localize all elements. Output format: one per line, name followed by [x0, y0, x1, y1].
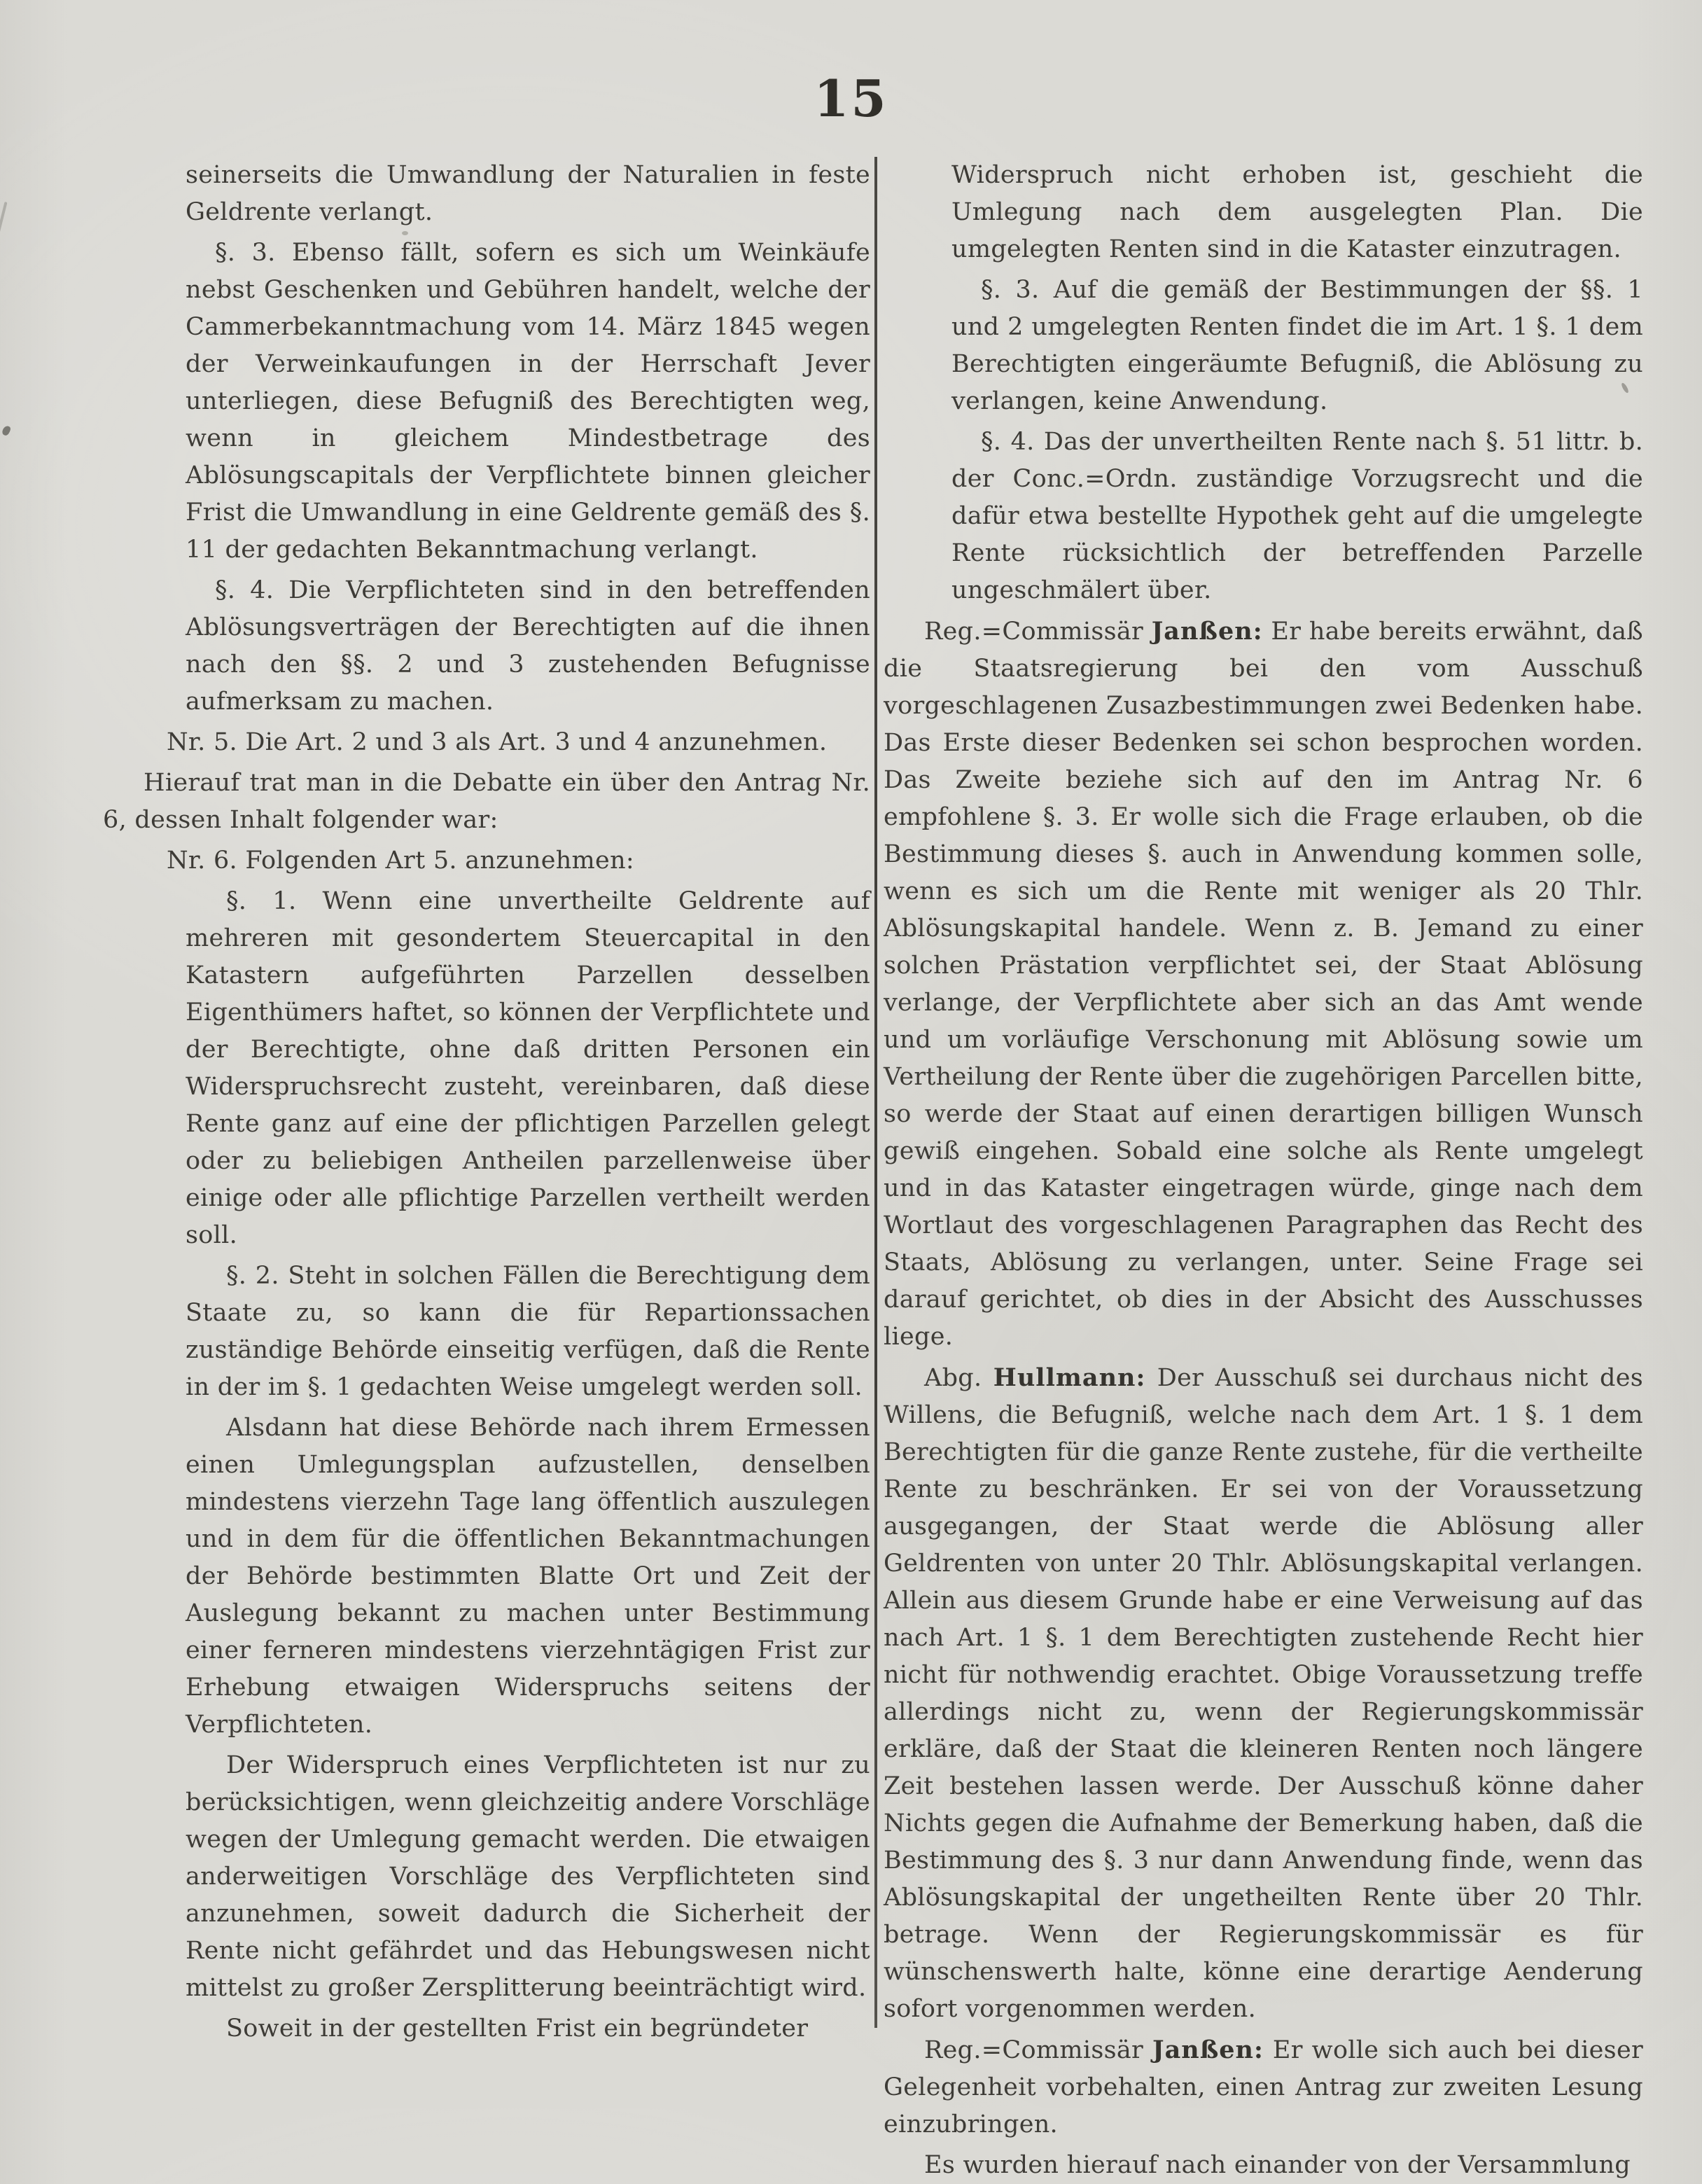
speaker-name: Janßen: — [1152, 2036, 1264, 2064]
scan-crease-mark — [0, 202, 8, 318]
speaker-name: Janßen: — [1151, 617, 1263, 646]
paragraph-continuation-geldrente: seinerseits die Umwandlung der Naturalien in feste Geldrente verlangt. — [186, 161, 870, 226]
paragraph-soweit: Soweit in der gestellten Frist ein begründeter — [226, 2015, 809, 2043]
speech-janssen-2 — [884, 2031, 1643, 2143]
paragraph-section-3: §. 3. Ebenso fällt, sofern es sich um Weinkäufe nebst Geschenken und Gebühren handelt, welche der Cammerbekanntmachung vom 14. März 1845 wegen der Verweinkaufungen in der Herrschaft Jever unterliegen, diese Befugniß des Berechtigten weg, wenn in gleichem Mindestbetrage des Ablösungscapitals der Verpflichtete binnen gleicher Frist die Umwandlung in eine Geldrente gemäß des §. 11 der gedachten Bekanntmachung verlangt. — [186, 239, 870, 564]
paragraph-section-4-right: §. 4. Das der unvertheilten Rente nach §. 51 littr. b. der Conc.=Ordn. zuständige Vorzugsrecht und die dafür etwa bestellte Hypothek geht auf die umgelegte Rente rücksichtlich der betreffenden Parzelle ungeschmälert über. — [951, 428, 1643, 604]
paragraph-alsdann: Alsdann hat diese Behörde nach ihrem Ermessen einen Umlegungsplan aufzustellen, denselben mindestens vierzehn Tage lang öffentlich auszulegen und in dem für die öffentlichen Bekanntmachungen der Behörde bestimmten Blatte Ort und Zeit der Auslegung bekannt zu machen unter Bestimmung einer ferneren mindestens vierzehntägigen Frist zur Erhebung etwaigen Widerspruchs seitens der Verpflichteten. — [186, 1414, 870, 1739]
scan-ink-speck — [1, 425, 12, 437]
column-divider-rule — [874, 157, 877, 2028]
speaker-role: Abg. — [924, 1364, 982, 1392]
list-item-nr-5: Nr. 5. Die Art. 2 und 3 als Art. 3 und 4 anzunehmen. — [167, 728, 828, 756]
paragraph-hierauf-debatte: Hierauf trat man in die Debatte ein über den Antrag Nr. 6, dessen Inhalt folgender war: — [103, 769, 870, 834]
right-column — [884, 157, 1643, 2184]
page-number: 15 — [814, 69, 888, 128]
text-columns — [103, 157, 1646, 2184]
speaker-name: Hullmann: — [993, 1363, 1146, 1392]
speech-text: Der Ausschuß sei durchaus nicht des Willens, die Befugniß, welche nach dem Art. 1 §. 1 dem Berechtigten für die ganze Rente zustehe, für die vertheilte Rente zu beschränken. Er sei von der Voraussetzung ausgegangen, der Staat werde die Ablösung aller Geldrenten von unter 20 Thlr. Ablösungskapital verlangen. Allein aus diesem Grunde habe er eine Verweisung auf das nach Art. 1 §. 1 dem Berechtigten zustehende Recht hier nicht für nothwendig erachtet. Obige Voraussetzung treffe allerdings nicht zu, wenn der Regierungskommissär erkläre, daß der Staat die kleineren Renten noch längere Zeit bestehen lassen werde. Der Ausschuß könne daher Nichts gegen die Aufnahme der Bemerkung haben, daß die Bestimmung des §. 3 nur dann Anwendung finde, wenn das Ablösungskapital der ungetheilten Rente über 20 Thlr. betrage. Wenn der Regierungskommissär es für wünschenswerth halte, könne eine derartige Aenderung sofort vorgenommen werden. — [884, 1364, 1643, 2023]
paragraph-section-4: §. 4. Die Verpflichteten sind in den betreffenden Ablösungsverträgen der Berechtigten auf die ihnen nach den §§. 2 und 3 zustehenden Befugnisse aufmerksam zu machen. — [186, 576, 870, 716]
speech-janssen-1 — [884, 613, 1643, 1356]
list-item-nr-6: Nr. 6. Folgenden Art 5. anzunehmen: — [167, 847, 634, 875]
paragraph-section-3-right: §. 3. Auf die gemäß der Bestimmungen der §§. 1 und 2 umgelegten Renten findet die im Art. 1 §. 1 dem Berechtigten eingeräumte Befugniß, die Ablösung zu verlangen, keine Anwendung. — [951, 276, 1643, 415]
speaker-role: Reg.=Commissär — [924, 2036, 1144, 2064]
speaker-role: Reg.=Commissär — [924, 618, 1144, 646]
speech-hullmann — [884, 1359, 1643, 2028]
paragraph-section-1: §. 1. Wenn eine unvertheilte Geldrente auf mehreren mit gesondertem Steuercapital in den Katastern aufgeführten Parzellen desselben Eigenthümers haftet, so können der Verpflichtete und der Berechtigte, ohne daß dritten Personen ein Widerspruchsrecht zusteht, vereinbaren, daß diese Rente ganz auf eine der pflichtigen Parzellen gelegt oder zu beliebigen Antheilen parzellenweise über einige oder alle pflichtige Parzellen vertheilt werden soll. — [186, 887, 870, 1249]
paragraph-es-wurden: Es wurden hierauf nach einander von der Versammlung — [924, 2151, 1631, 2179]
paragraph-widerspruch: Der Widerspruch eines Verpflichteten ist nur zu berücksichtigen, wenn gleichzeitig andere Vorschläge wegen der Umlegung gemacht werden. Die etwaigen anderweitigen Vorschläge des Verpflichteten sind anzunehmen, soweit dadurch die Sicherheit der Rente nicht gefährdet und das Hebungswesen nicht mittelst zu großer Zersplitterung beeinträchtigt wird. — [186, 1751, 870, 2002]
speech-text: Er habe bereits erwähnt, daß die Staatsregierung bei den vom Ausschuß vorgeschlagenen Zusazbestimmungen zwei Bedenken habe. Das Erste dieser Bedenken sei schon besprochen worden. Das Zweite beziehe sich auf den im Antrag Nr. 6 empfohlene §. 3. Er wolle sich die Frage erlauben, ob die Bestimmung dieses §. auch in Anwendung kommen solle, wenn es sich um die Rente mit weniger als 20 Thlr. Ablösungskapital handele. Wenn z. B. Jemand zu einer solchen Prästation verpflichtet sei, der Staat Ablösung verlange, der Verpflichtete aber sich an das Amt wende und um vorläufige Verschonung mit Ablösung sowie um Vertheilung der Rente über die zugehörigen Parcellen bitte, so werde der Staat auf einen derartigen billigen Wunsch gewiß eingehen. Sobald eine solche als Rente umgelegt und in das Kataster eingetragen würde, ginge nach dem Wortlaut des vorgeschlagenen Paragraphen das Recht des Staats, Ablösung zu verlangen, unter. Seine Frage sei darauf gerichtet, ob dies in der Absicht des Ausschusses liege. — [884, 618, 1643, 1351]
paragraph-continuation-widerspruch: Widerspruch nicht erhoben ist, geschieht die Umlegung nach dem ausgelegten Plan. Die umgelegten Renten sind in die Kataster einzutragen. — [951, 161, 1643, 263]
left-column — [103, 157, 870, 2047]
speech-text: Er wolle sich auch bei dieser Gelegenheit vorbehalten, einen Antrag zur zweiten Lesung einzubringen. — [884, 2036, 1643, 2138]
paragraph-section-2: §. 2. Steht in solchen Fällen die Berechtigung dem Staate zu, so kann die für Repartionssachen zuständige Behörde einseitig verfügen, daß die Rente in der im §. 1 gedachten Weise umgelegt werden soll. — [186, 1262, 870, 1401]
